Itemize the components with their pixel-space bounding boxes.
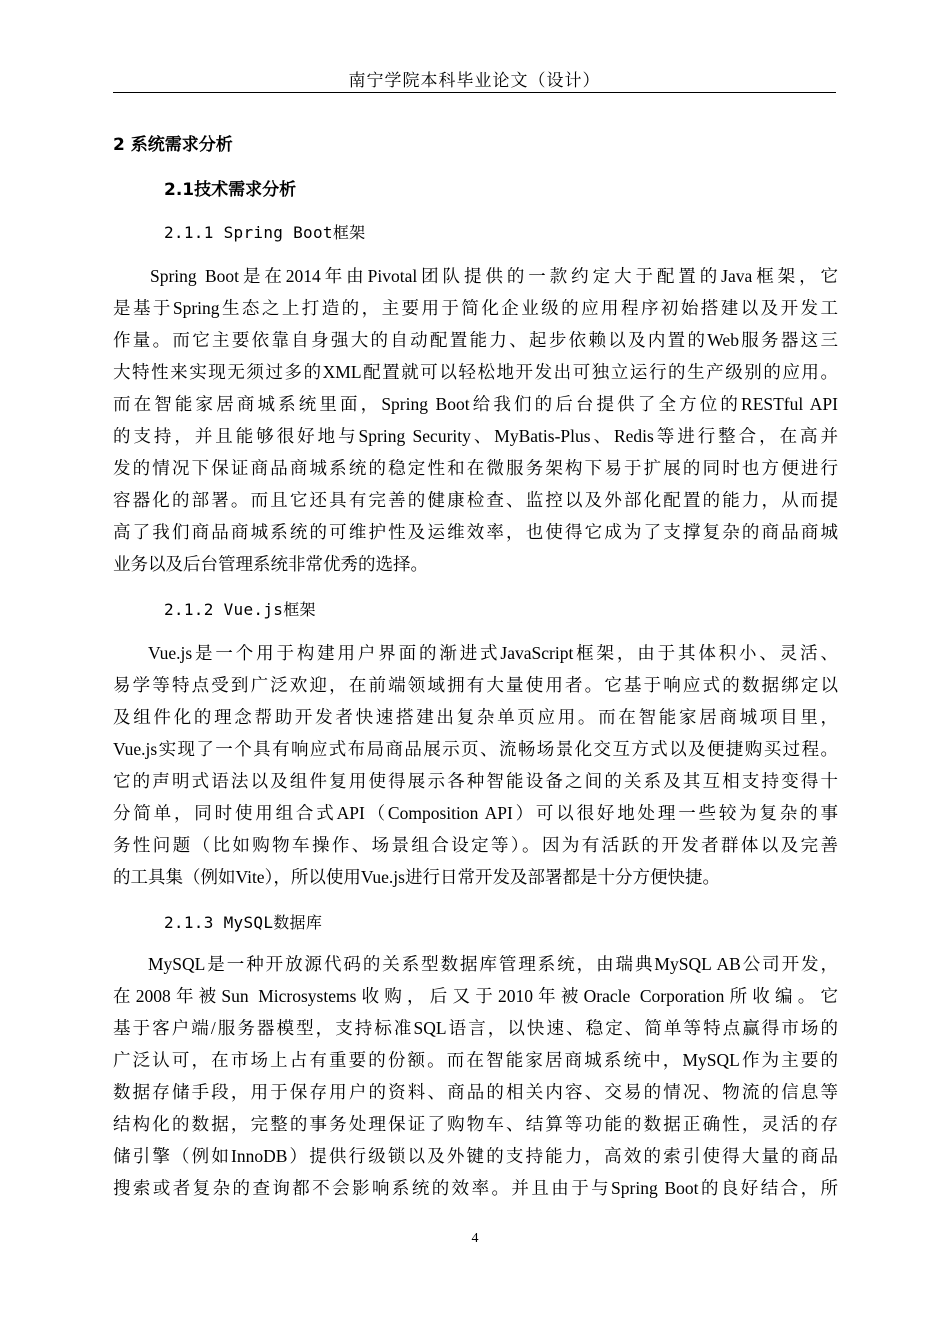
paragraph-line: 业务以及后台管理系统非常优秀的选择。: [113, 554, 428, 574]
paragraph-mysql: [113, 948, 838, 1204]
page-number: 4: [471, 1231, 479, 1246]
paragraph-line: 它的声明式语法以及组件复用使得展示各种智能设备之间的关系及其互相支持变得十: [113, 771, 838, 791]
paragraph-line: 是基于Spring生态之上打造的，主要用于简化企业级的应用程序初始搭建以及开发工: [113, 298, 838, 318]
paragraph-spring-boot: [113, 260, 838, 580]
paragraph-line: 基于客户端/服务器模型，支持标准SQL语言，以快速、稳定、简单等特点赢得市场的: [113, 1018, 838, 1038]
heading-spring-boot: 2.1.1 Spring Boot框架: [164, 223, 366, 242]
paragraph-line: 务性问题（比如购物车操作、场景组合设定等）。因为有活跃的开发者群体以及完善: [113, 835, 838, 855]
paragraph-line: 广泛认可，在市场上占有重要的份额。而在智能家居商城系统中，MySQL作为主要的: [113, 1050, 838, 1070]
paragraph-line: 高了我们商品商城系统的可维护性及运维效率，也使得它成为了支撑复杂的商品商城: [113, 522, 838, 542]
heading-vuejs: 2.1.2 Vue.js框架: [164, 600, 316, 619]
paragraph-line: 大特性来实现无须过多的XML配置就可以轻松地开发出可独立运行的生产级别的应用。: [113, 362, 838, 382]
paragraph-line: 易学等特点受到广泛欢迎，在前端领域拥有大量使用者。它基于响应式的数据绑定以: [113, 675, 838, 695]
section-heading: 2 系统需求分析: [113, 135, 233, 155]
paragraph-line: 的工具集（例如Vite），所以使用Vue.js进行日常开发及部署都是十分方便快捷。: [113, 867, 720, 887]
paragraph-line: 分简单，同时使用组合式API（Composition API）可以很好地处理一些较为复杂的事: [113, 803, 838, 823]
paragraph-line: MySQL是一种开放源代码的关系型数据库管理系统，由瑞典MySQL AB公司开发，: [148, 954, 838, 974]
paragraph-line: 在2008年被Sun Microsystems收购，后又于2010年被Oracle Corporation所收编。它: [113, 986, 838, 1006]
paragraph-line: 发的情况下保证商品商城系统的稳定性和在微服务架构下易于扩展的同时也方便进行: [113, 458, 838, 478]
paragraph-line: Vue.js实现了一个具有响应式布局商品展示页、流畅场景化交互方式以及便捷购买过程。: [113, 739, 838, 759]
heading-mysql: 2.1.3 MySQL数据库: [164, 913, 323, 932]
paragraph-line: 搜索或者复杂的查询都不会影响系统的效率。并且由于与Spring Boot的良好结合，所: [113, 1178, 838, 1198]
header-rule: [113, 92, 836, 93]
paragraph-vuejs: [113, 637, 838, 893]
paragraph-line: 及组件化的理念帮助开发者快速搭建出复杂单页应用。而在智能家居商城项目里，: [113, 707, 838, 727]
paragraph-line: 结构化的数据，完整的事务处理保证了购物车、结算等功能的数据正确性，灵活的存: [113, 1114, 838, 1134]
paragraph-line: 而在智能家居商城系统里面，Spring Boot给我们的后台提供了全方位的RESTful API: [113, 394, 838, 414]
paragraph-line: Spring Boot是在2014年由Pivotal团队提供的一款约定大于配置的Java框架，它: [150, 266, 838, 286]
paragraph-line: 数据存储手段，用于保存用户的资料、商品的相关内容、交易的情况、物流的信息等: [113, 1082, 838, 1102]
page-header: 南宁学院本科毕业论文（设计）: [348, 71, 601, 90]
paragraph-line: 作量。而它主要依靠自身强大的自动配置能力、起步依赖以及内置的Web服务器这三: [113, 330, 838, 350]
paragraph-line: 的支持，并且能够很好地与Spring Security、MyBatis-Plus、Redis等进行整合，在高并: [113, 426, 838, 446]
subsection-heading: 2.1技术需求分析: [164, 180, 297, 200]
paragraph-line: Vue.js是一个用于构建用户界面的渐进式JavaScript框架，由于其体积小、灵活、: [148, 643, 838, 663]
paragraph-line: 容器化的部署。而且它还具有完善的健康检查、监控以及外部化配置的能力，从而提: [113, 490, 838, 510]
paragraph-line: 储引擎（例如InnoDB）提供行级锁以及外键的支持能力，高效的索引使得大量的商品: [113, 1146, 838, 1166]
